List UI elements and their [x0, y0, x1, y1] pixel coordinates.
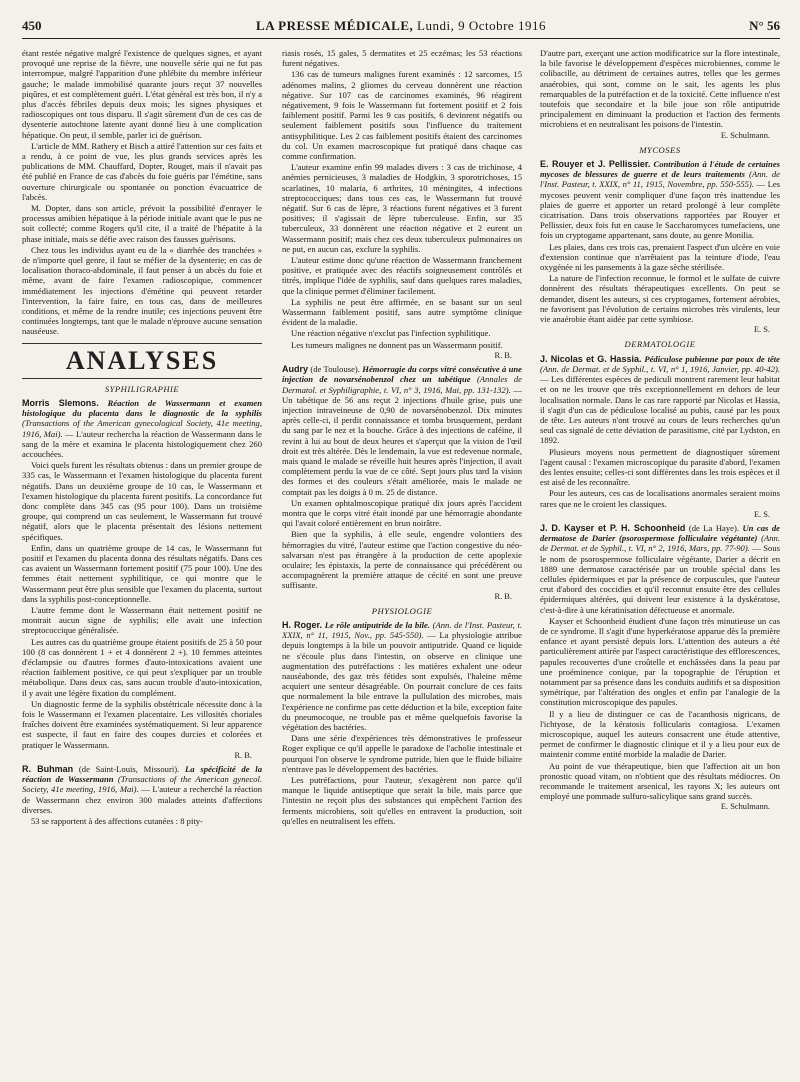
article-reference: (Ann. de Dermat. et de Syphil., t. VI, n° 1, 1916, Janvier, pp. 40-42).: [540, 363, 780, 374]
article-reference: (Ann. de l'Inst. Pasteur, t. XXIX, n° 11, 1915, Novembre, pp. 550-555).: [540, 169, 780, 190]
paragraph: D'autre part, exerçant une action modificatrice sur la flore intestinale, la bile favorise le développement d'espèces microbiennes, comme le colibacille, au détriment de certaines autres, telles que les germes anaérobies, qui sont, comme on le sait, les agents les plus remarquables de la putréfaction et de la toxicité. Cette influence n'est toutefois que secondaire et la bile joue son rôle antiputride principalement en diminuant la production et l'action des ferments microbiens et en neutralisant les poisons de l'intestin.: [540, 48, 780, 130]
paragraph: étant restée négative malgré l'existence de quelques signes, et ayant provoqué une reprise de la fièvre, une nouvelle série qui ne fut pas interrompue, malgré l'apparition d'une phlébite du membre inférieur gauche; le malade immobilisé quarante jours reçut 37 nouvelles piqûres, et est complètement guéri. L'état général est très bon, il n'y a plus d'accès fébriles depuis deux mois; les signes physiques et radioscopiques ont tous disparu. Il s'agit sûrement d'un de ces cas de dysenterie autochtone latente ayant donné lieu à une complication hépatique. On peut, il semble, parler ici de guérison.: [22, 48, 262, 140]
page-header: [22, 18, 780, 39]
paragraph: L'autre femme dont le Wassermann était nettement positif ne montrait aucun signe de syphilis; elle avait une infection streptococcique généralisée.: [22, 604, 262, 636]
issue-date: Lundi, 9 Octobre 1916: [417, 18, 546, 33]
article-title: La spécificité de la réaction de Wassermann: [22, 764, 262, 785]
article-author: J. Nicolas et G. Hassia.: [540, 353, 642, 364]
article-title: Réaction de Wassermann et examen histologique du placenta dans le diagnostic de la syphilis: [22, 397, 262, 419]
section-heading-physiologie: PHYSIOLOGIE: [371, 605, 433, 616]
paragraph: La nature de l'infection reconnue, le formol et le sulfate de cuivre donnèrent des résultats thérapeutiques excellents. On peut se demander, disent les auteurs, si ces cryptogames, fortement aérobies, ne favorisent pas l'évolution de certains microbes très virulents, leur vie anaérobie étant aidée par cette symbiose.: [540, 273, 780, 325]
article-buhman: [22, 764, 262, 815]
article-reference: (Transactions of the American gynecol. Society, 41e meeting, 1916, Mai).: [22, 774, 262, 795]
paragraph: Au point de vue thérapeutique, bien que l'affection ait un bon pronostic quoad vitam, on n'obtient que des résultats médiocres. On recommande le traitement arsenical, les rayons X; les auteurs ont employé une pommade sulfuro-salicylique sans grand succès.: [540, 760, 780, 802]
column-left: [22, 48, 262, 1076]
signature: R. B.: [494, 350, 512, 360]
article-text: — Les mycoses peuvent venir compliquer d'une façon très inattendue les plaies de guerre et apporter un retard prolongé à leur complète cicatrisation. Dans trois observations rapportées par Rouyer et Pellissier, deux fois fut en cause le Saccharomyces tumefaciens, une fois un cryptogame appartenant, sans doute, au genre Monilia.: [540, 179, 780, 241]
article-author: J. D. Kayser et P. H. Schoonheid: [540, 522, 686, 533]
paragraph: Une réaction négative n'exclut pas l'infection syphilitique.: [291, 328, 491, 339]
article-kayser: [540, 523, 780, 615]
article-reference: (Transactions of the American gynecological Society, 41e meeting, 1916, Mai).: [22, 418, 262, 439]
paragraph: La syphilis ne peut être affirmée, en se basant sur un seul Wassermann faiblement positif, sans autre symptôme clinique évident de la maladie.: [282, 296, 522, 328]
article-author: H. Roger.: [282, 619, 323, 630]
page-number: 450: [22, 18, 42, 33]
paragraph: M. Dopter, dans son article, prévoit la possibilité d'enrayer le processus amibien hépatique à la période initiale avant que le pus ne soit collecté; comme Rogers qu'il cite, il a traité de l'hépatite à la phase initiale, mais se défie avec raison des fausses guérisons.: [22, 203, 262, 244]
article-audry: [282, 364, 522, 497]
paragraph: Voici quels furent les résultats obtenus : dans un premier groupe de 335 cas, le Wassermann et l'examen histologique du placenta furent négatifs. Dans un deuxième groupe de 10 cas, le Wassermann et l'examen histologique du placenta furent positifs. La concordance fut donc complète dans 345 cas (95 pour 100). Dans un troisième groupe, qui comprend un cas seulement, le Wassermann fut trouvé négatif, alors que le placenta présentait des lésions nettement spécifiques.: [22, 460, 262, 542]
paragraph: Les plaies, dans ces trois cas, prenaient l'aspect d'un ulcère en voie d'extension continue que n'arrêtaient pas la teinture d'iode, l'eau oxygénée ni les pansements à la gaze sèche stérilisée.: [540, 241, 780, 273]
section-heading-dermatologie: DERMATOLOGIE: [624, 339, 696, 350]
paragraph: Un diagnostic ferme de la syphilis obstétricale nécessite donc à la fois le Wassermann et l'examen placentaire. Les villosités choriales fraîches doivent être examinées systématiquement. Si leur apparence est suspecte, il faut en faire des coupes durcies et colorées et pratiquer le Wassermann.: [22, 698, 262, 750]
paragraph: Bien que la syphilis, à elle seule, engendre volontiers des hémorragies du vitré, l'auteur estime que l'action congestive du néo-salvarsan n'est pas étrangère à la production de cette apoplexie oculaire; les épistaxis, la perte de connaissance qui précédèrent ou accompagnèrent la première attaque de cécité en sont une preuve suffisante.: [282, 529, 522, 591]
paragraph: Les putréfactions, pour l'auteur, s'exagèrent non parce qu'il manque le liquide antiseptique que serait la bile, mais parce que l'intestin ne reçoit plus des substances qui empêchent l'action des ferments microbiens, soit qu'elles en entravent la production, soit qu'elles en neutralisent les effets.: [282, 775, 522, 826]
article-author: Audry: [282, 364, 309, 375]
analyses-heading: ANALYSES: [22, 343, 262, 379]
paragraph: Kayser et Schoonheid étudient d'une façon très minutieuse un cas de ce syndrome. Il s'agit d'une hyperkératose apparue dès la première enfance et ayant persisté depuis lors. L'attention des auteurs a été particulièrement attirée par l'aspect caractéristique des efflorescences, papules recouvertes d'une croûtelle et enchâssées dans la peau par une proéminence conique, par la topographie de l'éruption et notamment par sa présence dans les conduits auditifs et sa disposition symétrique, par l'altération des ongles et enfin par l'analogie de la constitution microscopique des papules.: [540, 615, 780, 708]
paragraph: Les tumeurs malignes ne donnent pas un Wassermann positif.: [291, 339, 503, 350]
article-text: — L'auteur a recherché la réaction de Wassermann chez environ 300 malades atteints d'affections diverses.: [22, 784, 262, 815]
article-title: Contribution à l'étude de certaines mycoses de blessures de guerre et de leurs traitements: [540, 159, 780, 180]
signature: E. Schulmann.: [720, 130, 770, 140]
paragraph: Plusieurs moyens nous permettent de diagnostiquer sûrement l'agent causal : l'examen microscopique du parasite d'abord, l'examen des lentes ensuite; celles-ci sont différentes dans les trois espèces et il est aisé de les reconnaître.: [540, 446, 780, 488]
article-roger: [282, 620, 522, 732]
article-nicolas: [540, 354, 780, 446]
paragraph: Un examen ophtalmoscopique pratiqué dix jours après l'accident montra que le corps vitré était inondé par une hémorragie abondante qui l'avait coloré entièrement en brun noirâtre.: [282, 497, 522, 529]
article-rouyer: [540, 159, 780, 241]
section-heading-mycoses: MYCOSES: [639, 144, 681, 155]
article-place: (de Toulouse).: [310, 364, 360, 375]
signature: E. S.: [753, 509, 770, 519]
paragraph: Dans une série d'expériences très démonstratives le professeur Roger explique ce qu'il appelle le paradoxe de l'acholie intestinale et pourquoi l'on observe le syndrome putride, bien que le fluide biliaire n'entrave pas le développement des bactéries.: [282, 733, 522, 774]
paragraph: riasis rosés, 15 gales, 5 dermatites et 25 eczémas; les 53 réactions furent négatives.: [282, 48, 522, 69]
journal-name: LA PRESSE MÉDICALE,: [256, 18, 414, 33]
column-middle: [282, 48, 522, 1076]
signature: R. B.: [234, 750, 252, 760]
article-place: (de La Haye).: [688, 522, 739, 533]
paragraph: Enfin, dans un quatrième groupe de 14 cas, le Wassermann fut positif et l'examen du placenta donna des résultats négatifs. Dans ces cas avaient un Wassermann fortement positif (75 pour 100). Une des femmes était nettement syphilitique, ce qui montre que le Wassermann peut être plus sensible que l'examen du placenta, surtout dans la syphilis post-conceptionnelle.: [22, 542, 262, 604]
article-reference: (Ann. de l'Inst. Pasteur, t. XXIX, n° 11, 1915, Nov., pp. 545-550).: [282, 619, 522, 641]
issue-number: N° 56: [749, 18, 780, 33]
section-heading-syphiligraphie: SYPHILIGRAPHIE: [104, 383, 180, 394]
paragraph: Chez tous les individus ayant eu de la « diarrhée des tranchées » de n'importe quel genre, il faut se méfier de la dysenterie; en cas de localisation thoraco-abdominale, il faut penser à un abcès du foie et même, avant de faire l'examen radioscopique, commencer immédiatement les injections d'émétine qui peuvent retarder l'intervention, la faire faire, en tous cas, dans de meilleures conditions, et même de la rendre inutile; ces injections peuvent être continuées longtemps, tant que le malade n'éprouve aucune sensation nauséeuse.: [22, 244, 262, 337]
column-right: [540, 48, 780, 1076]
article-text: — Sous le nom de psorospermose folliculaire végétante, Darier a décrit en 1889 une dermatose caractérisée par un trouble spécial dans les cellules épidermiques et par la présence de corpuscules, que l'auteur crut d'abord des coccidies et qu'il reconnut ensuite être des cellules épidermiques altérées, qui doivent leur existence à la dyskératose, c'est-à-dire à une kératinisation défectueuse et anormale.: [540, 543, 780, 615]
paragraph: 136 cas de tumeurs malignes furent examinés : 12 sarcomes, 15 adénomes malins, 2 gliomes du cerveau donnèrent une réaction négative. Sur 107 cas de carcinomes examinés, 96 réagirent négativement, 9 fois le Wassermann fut fortement positif et 2 fois faiblement positif. Parmi les 9 cas positifs, 6 devinrent négatifs ou seulement faiblement positifs sous l'influence du traitement antisyphilitique. Les 2 cas faiblement positifs étaient des carcinomes du col. Un examen macroscopique fut pratiqué dans chaque cas comme confirmation.: [282, 69, 522, 162]
paragraph: Pour les auteurs, ces cas de localisations anormales seraient moins rares que ne le croient les classiques.: [540, 488, 780, 509]
article-text: — Les différentes espèces de pediculi montrent rarement leur habitat et on ne les trouve que très exceptionnellement en dehors de leur localisation normale. Dans le cas rare rapporté par Nicolas et Hassia, il s'agit d'un cas de pédiculose localisé au pubis, causé par les poux de tête. Les auteurs n'ont trouvé au cours de leurs recherches qu'un seul cas signalé de cette déviation de parasitisme, cité par Lydston, en 1892.: [540, 374, 780, 446]
paragraph: L'auteur examine enfin 99 malades divers : 3 cas de trichinose, 4 anémies pernicieuses, 3 maladies de Hodgkin, 3 sporotrichoses, 15 scarlatines, 10 malaria, 6 arthrites, 10 méningites, 4 infections streptococciques; dans tous ces cas, le Wassermann fut trouvé négatif. Sur 6 cas de lèpre, 3 réactions furent négatives et 3 furent positives; il s'agissait de lèpre tuberculeuse. Enfin, sur 35 tuberculeux, 33 donnèrent une réaction négative et 2 eurent un Wassermann positif; mais chez ces deux tuberculeux pulmonaires on ne put, en aucun cas, exclure la syphilis.: [282, 162, 522, 254]
paragraph: Il y a lieu de distinguer ce cas de l'acanthosis nigricans, de l'ichtyose, de la kératosis follicularis contagiosa. L'examen microscopique, auquel les auteurs consacrent une étude attentive, permet de confirmer le diagnostic clinique et il y a lieu pour eux de maintenir comme entité morbide la maladie de Darier.: [540, 708, 780, 760]
signature: E. S.: [753, 325, 770, 335]
article-reference: (Ann. de Dermat. et de Syphil., t. VI, n° 2, 1916, Mars, pp. 77-90).: [540, 533, 780, 554]
article-text: — L'auteur rechercha la réaction de Wassermann dans le sang de la mère et examina le placenta histologiquement chez 260 accouchées.: [22, 428, 262, 459]
journal-title: [22, 18, 780, 34]
article-slemons: [22, 398, 262, 459]
article-reference: (Annales de Dermatol. et Syphiligraphie, t. VI, n° 3, 1916, Mai, pp. 131-132).: [282, 374, 522, 395]
article-author: R. Buhman: [22, 764, 74, 774]
paragraph: Les autres cas du quatrième groupe étaient positifs de 25 à 50 pour 100 (8 cas donnèrent 1 + et 4 donnèrent 2 +). 10 femmes atteintes d'éclampsie ou d'autres formes d'auto-intoxications avaient une réaction faiblement positive, ce qui peut s'expliquer par un trouble métabolique. Dans deux cas, sans aucun trouble d'auto-intoxication, il y avait une légère fixation du complément.: [22, 636, 262, 698]
article-title: Pédiculose pubienne par poux de tête: [644, 353, 780, 364]
article-title: Un cas de dermatose de Darier (psorospermose folliculaire végétante): [540, 522, 780, 544]
paragraph: L'article de MM. Rathery et Bisch a attiré l'attention sur ces faits et a rendu, à ce point de vue, les plus grands services après les publications de MM. Chauffard, Dopter, Rouget, mais il n'avait pas été publié en France de cas d'abcès du foie guéris par l'émétine, sans ouverture chirurgicale ou spontanée ou ponction évacuatrice de l'abcès.: [22, 140, 262, 202]
signature: E. Schulmann.: [720, 802, 770, 812]
article-place: (de Saint-Louis, Missouri).: [78, 764, 180, 774]
article-title: Le rôle antiputride de la bile.: [324, 619, 430, 630]
signature: R. B.: [494, 591, 512, 601]
article-text: — La physiologie attribue depuis longtemps à la bile un pouvoir antiputride. Quand ce liquide ne s'écoule plus dans l'intestin, on observe en clinique une augmentation des putréfactions : les matières exhalent une odeur nauséabonde, des gaz très fétides sont expulsés, l'haleine même acquiert une senteur désagréable. On pourrait conclure de ces faits que normalement la bile entrave la pullulation des microbes, mais l'expérience ne confirme pas cette déduction et la bile, exception faite du pneumocoque, ne trouble pas et même quelquefois favorise la végétation des bactéries.: [282, 630, 522, 732]
paragraph: L'auteur estime donc qu'une réaction de Wassermann franchement positive, et pratiquée avec des réactifs soigneusement contrôlés et titrés, implique l'idée de syphilis, sauf dans quelques rares maladies, que la clinique permet d'éliminer facilement.: [282, 255, 522, 296]
article-title: Hémorragie du corps vitré consécutive à une injection de novarsénobenzol chez un tabétique: [282, 364, 522, 385]
article-author: Morris Slemons.: [22, 397, 99, 408]
paragraph: 53 se rapportent à des affections cutanées : 8 pity-: [31, 816, 203, 827]
article-text: — Un tabétique de 56 ans reçut 2 injections d'huile grise, puis une injection intraveineuse de 0,90 de novarsénobenzol. Dix minutes après celle-ci, il perdit connaissance et tomba brusquement, perdant du sang par le nez et la bouche. Grâce à des injections de caféine, il revint à lui au bout de deux heures et s'aperçut que la vision de l'œil droit est très altérée. Dès le lendemain, la vue est redevenue normale, mais quand le malade se réveille huit heures après l'injection, il avait complètement perdu la vue de ce côté. Sept jours plus tard la vision des formes et des couleurs s'était améliorée, mais le malade ne comptait pas les doigts à 0 m. 25 de distance.: [282, 384, 522, 497]
article-author: E. Rouyer et J. Pellissier.: [540, 159, 651, 170]
